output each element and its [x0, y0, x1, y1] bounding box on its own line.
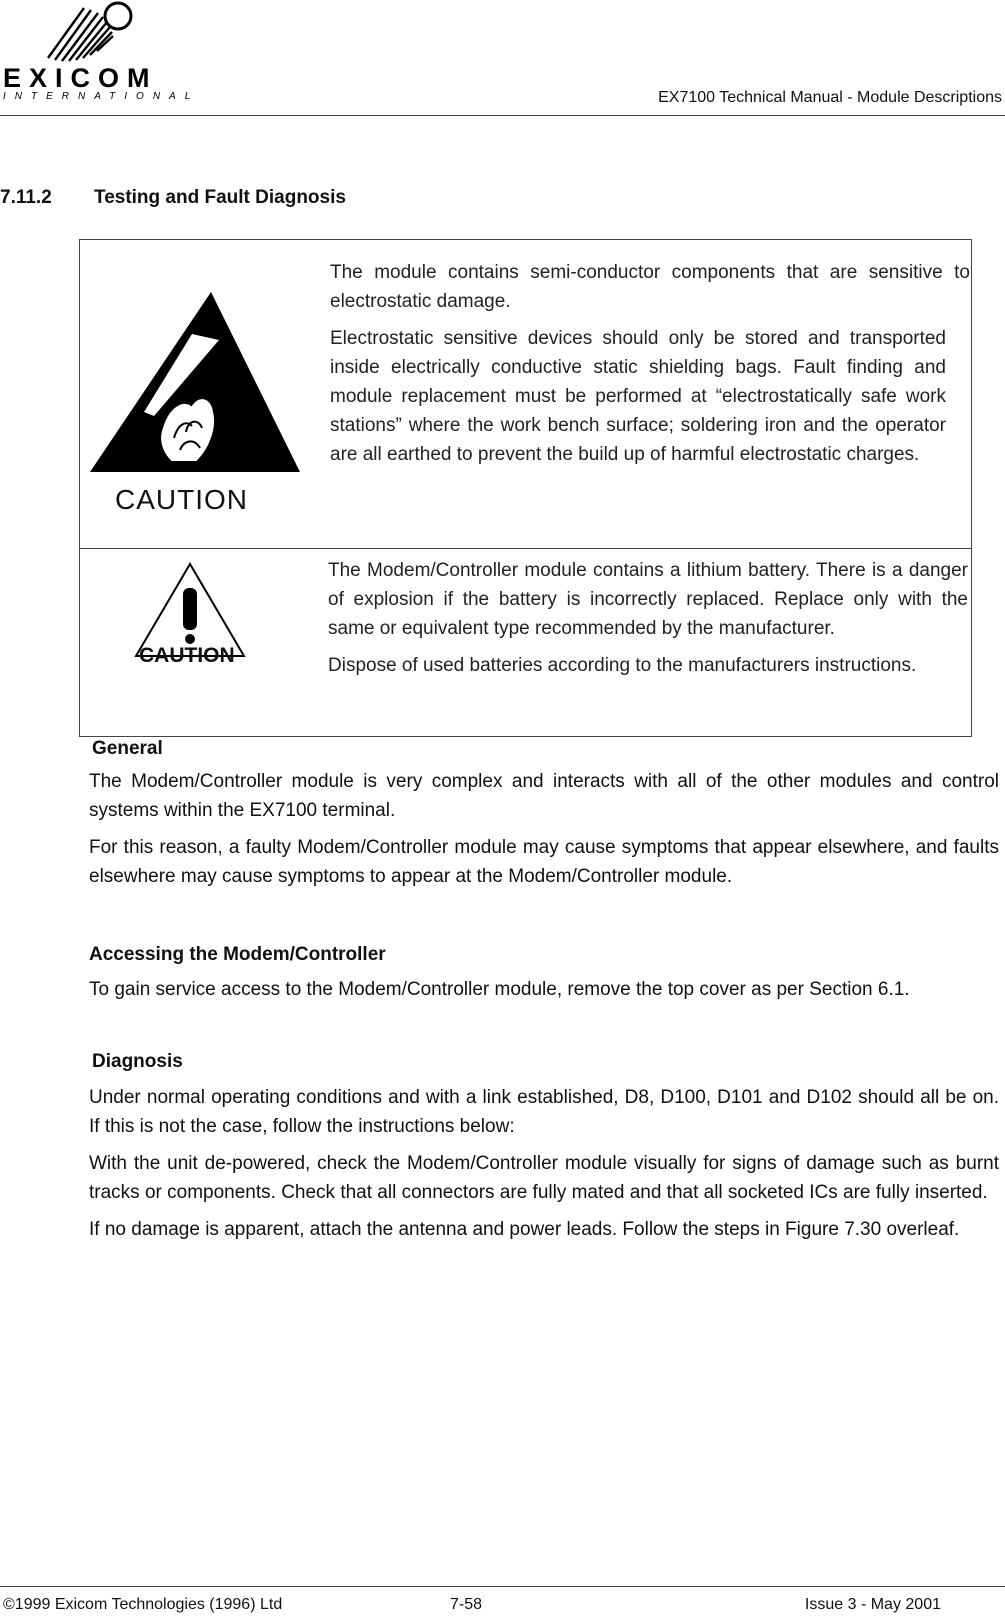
section-heading	[0, 187, 346, 209]
esd-caution-label: CAUTION	[115, 484, 248, 515]
logo-swoosh-icon	[40, 0, 135, 62]
footer-page-number: 7-58	[450, 1596, 483, 1613]
esd-caution-paragraph: The module contains semi-conductor components that are sensitive to electrostatic damage.	[330, 262, 970, 312]
footer-issue: Issue 3 - May 2001	[804, 1596, 941, 1613]
header-divider	[0, 115, 1005, 116]
esd-caution-paragraph: Electrostatic sensitive devices should only be stored and transported inside electrically conductive static shielding bags. Fault finding and module replacement must be performed at “electrostatically safe work stations” where the work bench surface; soldering iron and the operator are all earthed to prevent the build up of harmful electrostatic charges.	[330, 328, 946, 465]
general-section	[89, 767, 999, 891]
esd-caution-text	[330, 258, 970, 477]
esd-caution-cell	[80, 240, 315, 548]
battery-caution-label: CAUTION	[139, 644, 235, 667]
general-paragraph: For this reason, a faulty Modem/Controller module may cause symptoms that appear elsewhere, and faults elsewhere may cause symptoms to appear at the Modem/Controller module.	[89, 837, 999, 887]
section-title: Testing and Fault Diagnosis	[94, 187, 346, 208]
battery-caution-text	[328, 556, 968, 688]
diagnosis-paragraph: If no damage is apparent, attach the antenna and power leads. Follow the steps in Figure 7.30 overleaf.	[89, 1219, 960, 1240]
caution-table	[79, 239, 972, 737]
esd-caution-row	[80, 240, 971, 549]
logo-wordmark: EXICOM	[3, 63, 158, 93]
general-heading: General	[92, 738, 163, 759]
diagnosis-paragraph: Under normal operating conditions and with a link established, D8, D100, D101 and D102 should all be on. If this is not the case, follow the instructions below:	[89, 1087, 999, 1137]
battery-caution-paragraph: The Modem/Controller module contains a lithium battery. There is a danger of explosion if the battery is incorrectly replaced. Replace only with the same or equivalent type recommended by the manufacturer.	[328, 560, 968, 639]
accessing-heading: Accessing the Modem/Controller	[89, 944, 386, 965]
battery-caution-paragraph: Dispose of used batteries according to the manufacturers instructions.	[328, 655, 917, 676]
battery-caution-cell	[80, 548, 315, 736]
document-title: EX7100 Technical Manual - Module Descriptions	[658, 89, 1002, 106]
logo-subtitle: INTERNATIONAL	[3, 91, 200, 102]
footer-copyright: ©1999 Exicom Technologies (1996) Ltd	[3, 1596, 283, 1613]
diagnosis-heading: Diagnosis	[92, 1051, 183, 1072]
diagnosis-paragraph: With the unit de-powered, check the Modem/Controller module visually for signs of damage such as burnt tracks or components. Check that all connectors are fully mated and that all socketed ICs are fully inserted.	[89, 1153, 999, 1203]
footer-divider	[0, 1586, 1005, 1587]
diagnosis-section	[89, 1083, 999, 1244]
accessing-section	[89, 975, 999, 1004]
general-paragraph: The Modem/Controller module is very complex and interacts with all of the other modules and control systems within the EX7100 terminal.	[89, 771, 999, 821]
section-number: 7.11.2	[0, 187, 52, 208]
battery-caution-row	[80, 548, 971, 736]
accessing-paragraph: To gain service access to the Modem/Controller module, remove the top cover as per Section 6.1.	[89, 979, 910, 1000]
exicom-logo	[0, 0, 200, 110]
